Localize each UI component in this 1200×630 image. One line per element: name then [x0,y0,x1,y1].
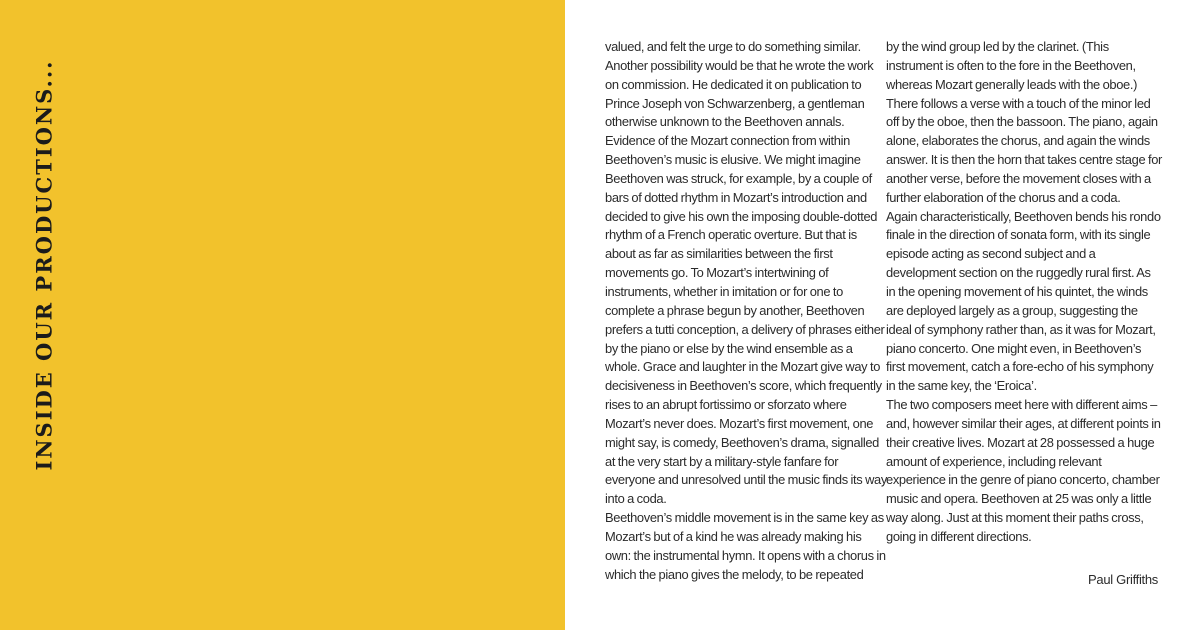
yellow-sidebar [0,0,565,630]
section-title-container [24,30,64,500]
section-title: INSIDE OUR PRODUCTIONS... [31,59,57,471]
paragraph: The two composers meet here with different aims – and, however similar their ages, at different points in their creative lives. Mozart at 28 possessed a huge amount of experience, including relevant experience in the genre of piano concerto, chamber music and opera. Beethoven at 25 was only a little way along. Just at this moment their paths cross, going in different directions. [886,397,1161,544]
article-column-left [605,38,889,584]
paragraph: valued, and felt the urge to do something similar. Another possibility would be that he wrote the work on commission. He dedicated it on publication to Prince Joseph von Schwarzenberg, a gentleman otherwise unknown to the Beethoven annals. [605,39,874,130]
paragraph: Evidence of the Mozart connection from within Beethoven’s music is elusive. We might imagine Beethoven was struck, for example, by a couple of bars of dotted rhythm in Mozart’s introduction and decided to give his own the imposing double-dotted rhythm of a French operatic overture. But that is about as far as similarities between the first movements go. To Mozart’s intertwining of instruments, whether in imitation or for one to complete a phrase begun by another, Beethoven prefers a tutti conception, a delivery of phrases either by the piano or else by the wind ensemble as a whole. Grace and laughter in the Mozart give way to decisiveness in Beethoven’s score, which frequently rises to an abrupt fortissimo or sforzato where Mozart’s never does. Mozart’s first movement, one might say, is comedy, Beethoven’s drama, signalled at the very start by a military-style fanfare for everyone and unresolved until the music finds its way into a coda. [605,133,887,507]
paragraph: Again characteristically, Beethoven bends his rondo finale in the direction of sonata form, with its single episode acting as second subject and a development section on the ruggedly rural first. As in the opening movement of his quintet, the winds are deployed largely as a group, suggesting the ideal of symphony rather than, as it was for Mozart, piano concerto. One might even, in Beethoven’s first movement, catch a fore-echo of his symphony in the same key, the ‘Eroica’. [886,208,1161,394]
paragraph: Beethoven’s middle movement is in the same key as Mozart’s but of a kind he was already making his own: the instrumental hymn. It opens with a chorus in which the piano gives the melody, to be repeated [605,510,886,582]
paragraph: by the wind group led by the clarinet. (This instrument is often to the fore in the Beethoven, whereas Mozart generally leads with the oboe.) There follows a verse with a touch of the minor led off by the oboe, then the bassoon. The piano, again alone, elaborates the chorus, and again the winds answer. It is then the horn that takes centre stage for another verse, before the movement closes with a further elaboration of the chorus and a coda. [886,39,1162,205]
author-signature: Paul Griffiths [1088,572,1158,587]
article-column-right [886,38,1162,547]
